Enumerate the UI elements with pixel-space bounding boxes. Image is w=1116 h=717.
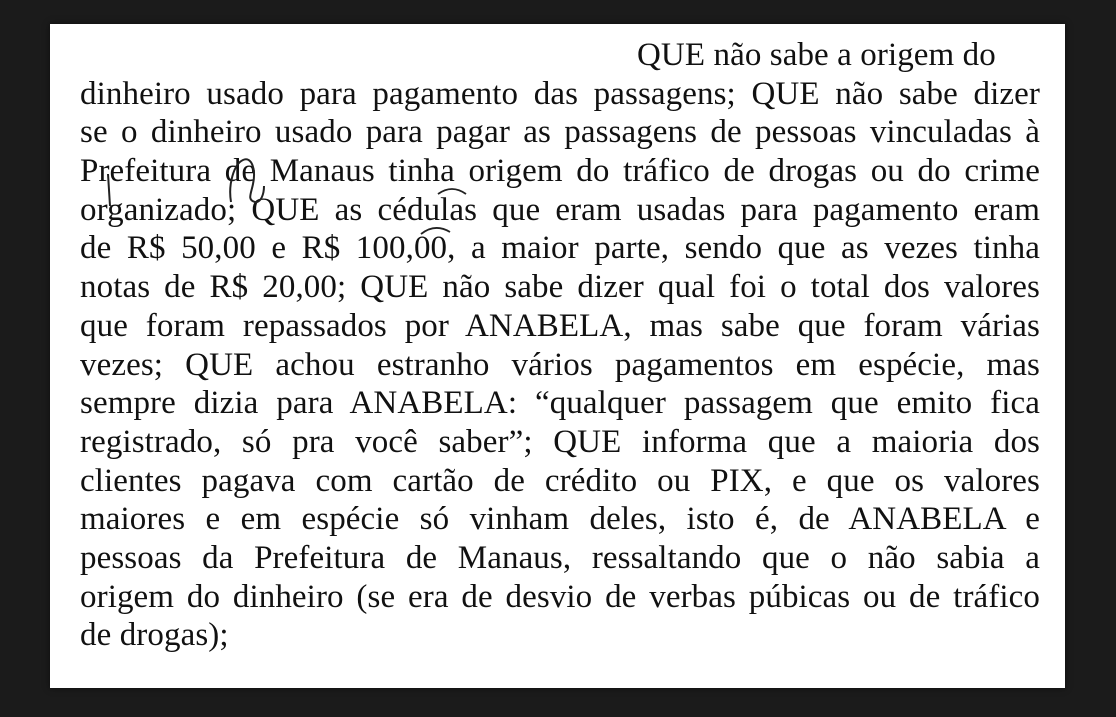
text-line: dinheiro usado para pagamento das passagens; QUE não sabe dizer	[80, 75, 1040, 112]
deposition-text	[80, 36, 1040, 655]
text-line: organizado; QUE as cédulas que eram usadas para pagamento eram	[80, 191, 1040, 228]
text-line: notas de R$ 20,00; QUE não sabe dizer qual foi o total dos valores	[80, 269, 1040, 306]
text-line: sempre dizia para ANABELA: “qualquer passagem que emito fica	[80, 385, 1040, 422]
text-line: de drogas);	[80, 617, 229, 654]
text-line: clientes pagava com cartão de crédito ou PIX, e que os valores	[80, 462, 1040, 499]
text-line: de R$ 50,00 e R$ 100,00, a maior parte, sendo que as vezes tinha	[80, 230, 1040, 267]
text-line: registrado, só pra você saber”; QUE informa que a maioria dos	[80, 423, 1040, 460]
text-line: origem do dinheiro (se era de desvio de verbas púbicas ou de tráfico	[80, 578, 1040, 615]
text-line: vezes; QUE achou estranho vários pagamentos em espécie, mas	[80, 346, 1040, 383]
text-line: QUE não sabe a origem do	[637, 37, 996, 73]
document-page	[50, 24, 1065, 688]
text-line: pessoas da Prefeitura de Manaus, ressaltando que o não sabia a	[80, 539, 1040, 576]
text-line: maiores e em espécie só vinham deles, isto é, de ANABELA e	[80, 501, 1040, 538]
text-line: se o dinheiro usado para pagar as passagens de pessoas vinculadas à	[80, 114, 1040, 151]
text-line: que foram repassados por ANABELA, mas sabe que foram várias	[80, 307, 1040, 344]
text-line: Prefeitura de Manaus tinha origem do tráfico de drogas ou do crime	[80, 153, 1040, 190]
